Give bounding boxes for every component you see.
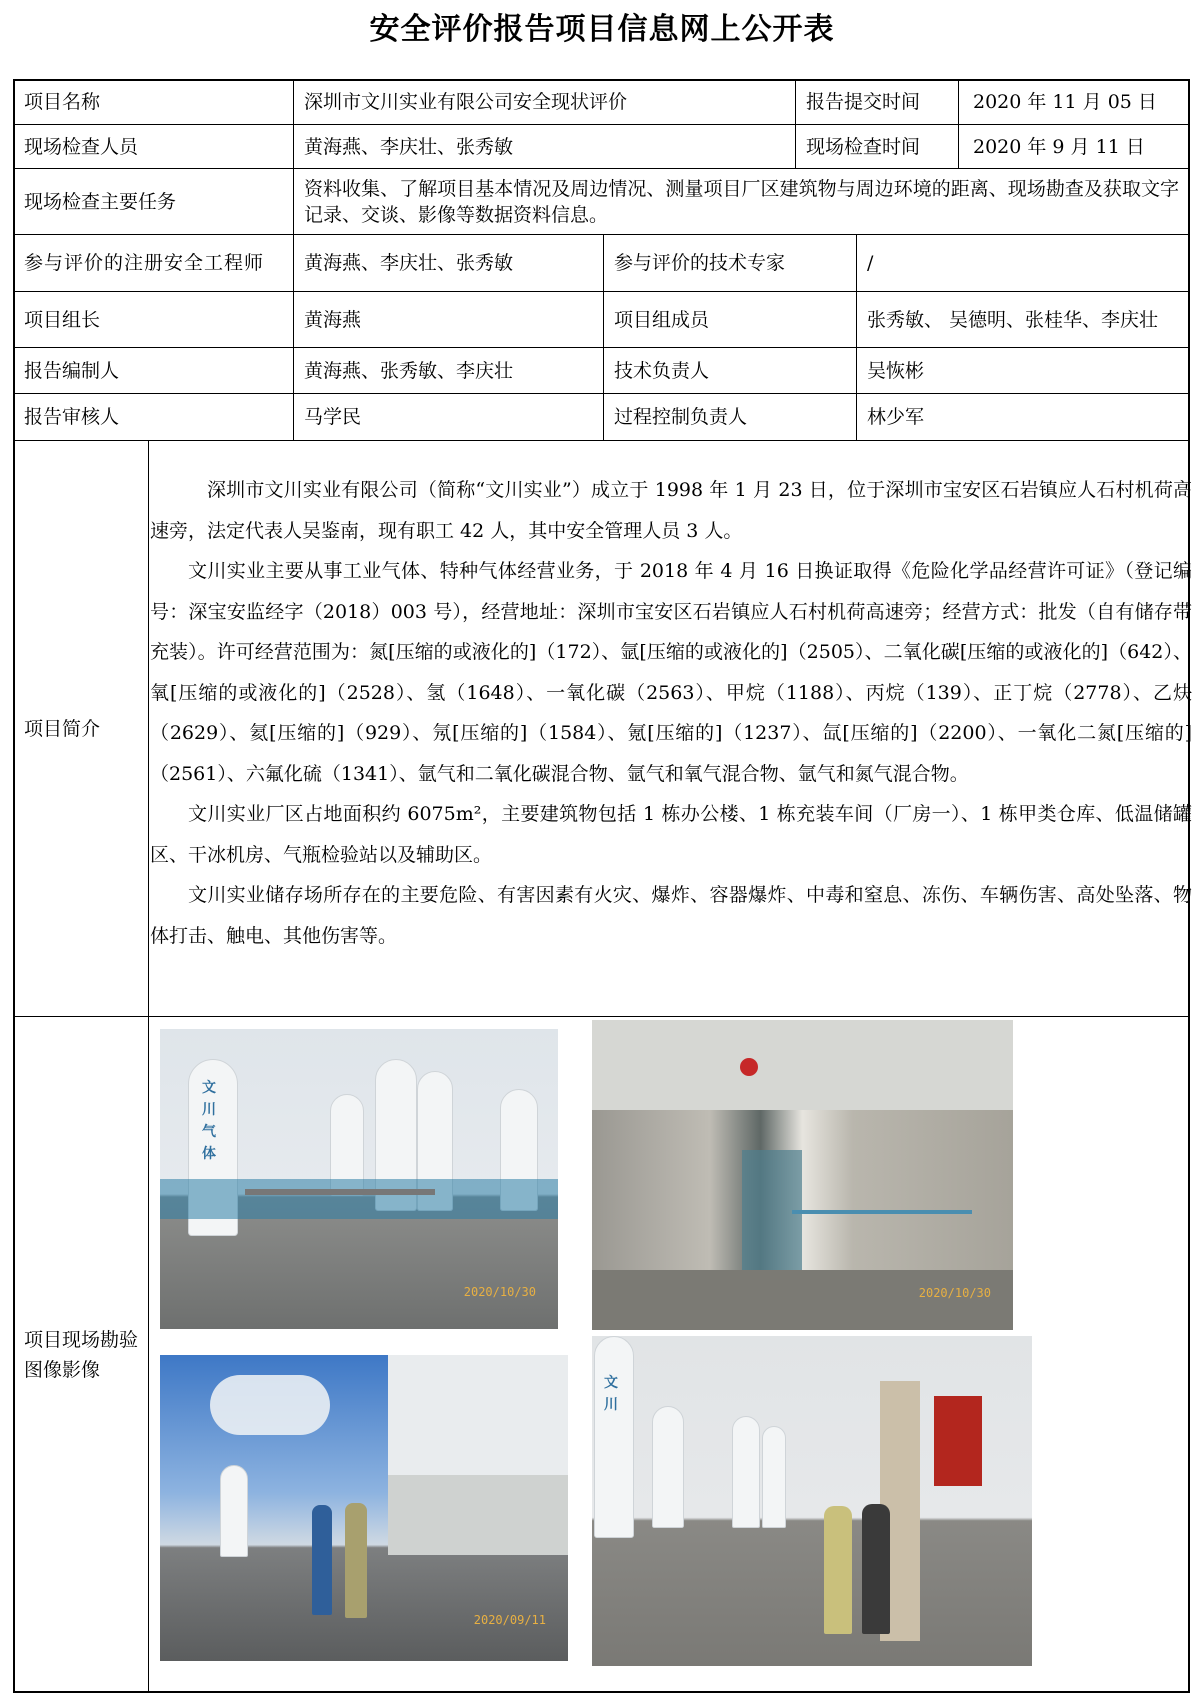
experts-label: 参与评价的技术专家 (614, 252, 786, 274)
process-lead-label: 过程控制负责人 (614, 406, 748, 428)
leader-value: 黄海燕 (304, 308, 362, 331)
tank-sign: 文川 (604, 1375, 618, 1413)
inspect-time-label: 现场检查时间 (806, 135, 921, 158)
photo-date-stamp: 2020/09/11 (473, 1613, 546, 1627)
inspect-time-value: 2020 年 9 月 11 日 (973, 135, 1145, 158)
process-lead-value: 林少军 (867, 406, 925, 428)
site-photo-yard (592, 1336, 1032, 1666)
project-name-label: 项目名称 (24, 91, 101, 113)
site-photo-tanks (160, 1029, 558, 1329)
intro-paragraph: 文川实业储存场所存在的主要危险、有害因素有火灾、爆炸、容器爆炸、中毒和窒息、冻伤、车辆伤害、高处坠落、物体打击、触电、其他伤害等。 (150, 884, 1192, 947)
inspectors-label: 现场检查人员 (24, 135, 139, 158)
members-label: 项目组成员 (614, 308, 710, 331)
page-title: 安全评价报告项目信息网上公开表 (369, 12, 835, 47)
project-name-value: 深圳市文川实业有限公司安全现状评价 (304, 91, 628, 113)
site-photo-building (160, 1355, 568, 1661)
members-value: 张秀敏、 吴德明、张桂华、李庆壮 (867, 308, 1159, 331)
tank-sign: 文川气体 (202, 1080, 216, 1162)
main-task-label: 现场检查主要任务 (24, 190, 177, 213)
editors-value: 黄海燕、张秀敏、李庆壮 (304, 359, 514, 382)
reviewer-label: 报告审核人 (24, 406, 120, 428)
intro-label: 项目简介 (24, 717, 101, 740)
main-task-value: 资料收集、了解项目基本情况及周边情况、测量项目厂区建筑物与周边环境的距离、现场勘查及获取文字记录、交谈、影像等数据资料信息。 (304, 177, 1179, 226)
experts-value: / (867, 252, 874, 274)
intro-paragraph: 文川实业主要从事工业气体、特种气体经营业务，于 2018 年 4 月 16 日换证取得《危险化学品经营许可证》（登记编号：深宝安监经字（2018）003 号），经营地址：深圳市宝安区石岩镇应人石村机荷高速旁；经营方式：批发（自有储存带充装）。许可经营范围为：氮[压缩的或液化的]（172）、氩[压缩的或液化的]（2505）、二氧化碳[压缩的或液化的]（642）、氧[压缩的或液化的]（2528）、氢（1648）、一氧化碳（2563）、甲烷（1188）、丙烷（139）、正丁烷（2778）、乙炔（2629）、氦[压缩的]（929）、氖[压缩的]（1584）、氪[压缩的]（1237）、氙[压缩的]（2200）、一氧化二氮[压缩的]（2561）、六氟化硫（1341）、氩气和二氧化碳混合物、氩气和氧气混合物、氩气和氮气混合物。 (150, 560, 1192, 785)
reviewer-value: 马学民 (304, 406, 362, 428)
site-photo-corridor (592, 1020, 1013, 1330)
intro-text (150, 470, 1192, 956)
leader-label: 项目组长 (24, 308, 101, 331)
intro-paragraph: 文川实业厂区占地面积约 6075m²，主要建筑物包括 1 栋办公楼、1 栋充装车间（厂房一）、1 栋甲类仓库、低温储罐区、干冰机房、气瓶检验站以及辅助区。 (150, 803, 1192, 866)
submit-time-value: 2020 年 11 月 05 日 (973, 91, 1157, 113)
tech-lead-label: 技术负责人 (614, 359, 710, 382)
engineers-label: 参与评价的注册安全工程师 (24, 252, 265, 274)
intro-paragraph: 深圳市文川实业有限公司（简称“文川实业”）成立于 1998 年 1 月 23 日，位于深圳市宝安区石岩镇应人石村机荷高速旁，法定代表人吴鉴南，现有职工 42 人，其中安全管理人员 3 人。 (150, 479, 1192, 542)
submit-time-label: 报告提交时间 (806, 91, 921, 113)
photos-label: 项目现场勘验图像影像 (24, 1328, 139, 1381)
photo-date-stamp: 2020/10/30 (463, 1285, 536, 1299)
engineers-value: 黄海燕、李庆壮、张秀敏 (304, 252, 514, 274)
tech-lead-value: 吴恢彬 (867, 359, 925, 382)
editors-label: 报告编制人 (24, 359, 120, 382)
photo-date-stamp: 2020/10/30 (918, 1286, 991, 1300)
inspectors-value: 黄海燕、李庆壮、张秀敏 (304, 135, 514, 158)
